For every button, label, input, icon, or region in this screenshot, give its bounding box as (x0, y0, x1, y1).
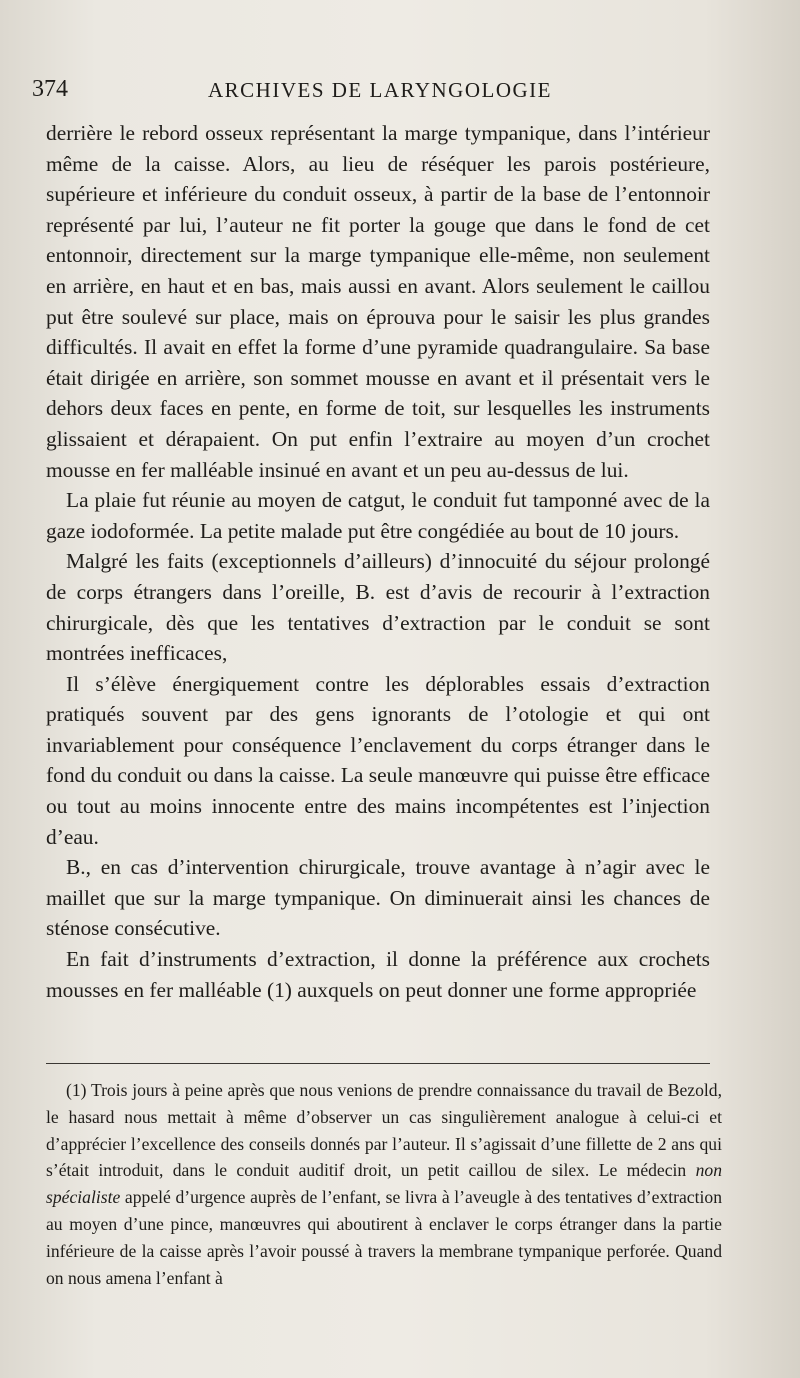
footnote-divider (46, 1063, 710, 1064)
footnote-text-part-2: appelé d’urgence auprès de l’enfant, se livra à l’aveugle à des tentatives d’extraction au moyen d’une pince, manœuvres qui aboutirent à enclaver le corps étranger dans la partie inférieure de la caisse après l’avoir poussé à travers la membrane tympanique perforée. Quand on nous amena l’enfant à (46, 1187, 722, 1288)
page-header (32, 76, 732, 106)
paragraph-3: Malgré les faits (exceptionnels d’ailleurs) d’innocuité du séjour prolongé de corps étrangers dans l’oreille, B. est d’avis de recourir à l’extraction chirurgicale, dès que les tentatives d’extraction par le conduit se sont montrées inefficaces, (46, 549, 710, 666)
paragraph-6: En fait d’instruments d’extraction, il donne la préférence aux crochets mousses en fer malléable (1) auxquels on peut donner une forme appropriée (46, 947, 710, 1002)
footnote (46, 1077, 722, 1291)
page-number: 374 (32, 76, 68, 102)
paragraph-1: derrière le rebord osseux représentant la marge tympanique, dans l’intérieur même de la caisse. Alors, au lieu de réséquer les parois postérieure, supérieure et inférieure du conduit osseux, à partir de la base de l’entonnoir représenté par lui, l’auteur ne fit porter la gouge que dans le fond de cet entonnoir, directement sur la marge tympanique elle-même, non seulement en arrière, en haut et en bas, mais aussi en avant. Alors seulement le caillou put être soulevé sur place, mais on éprouva pour le saisir les plus grandes difficultés. Il avait en effet la forme d’une pyramide quadrangulaire. Sa base était dirigée en arrière, son sommet mousse en avant et il présentait vers le dehors deux faces en pente, en forme de toit, sur lesquelles les instruments glissaient et dérapaient. On put enfin l’extraire au moyen d’un crochet mousse en fer malléable insinué en avant et un peu au-dessus de lui. (46, 121, 710, 482)
footnote-text-part-1: (1) Trois jours à peine après que nous venions de prendre connaissance du travail de Bezold, le hasard nous mettait à même d’observer un cas singulièrement analogue à celui-ci et d’apprécier l’excellence des conseils donnés par l’auteur. Il s’agissait d’une fillette de 2 ans qui s’était introduit, dans le conduit auditif droit, un petit caillou de silex. Le médecin (46, 1080, 722, 1181)
paragraph-4: Il s’élève énergiquement contre les déplorables essais d’extraction pratiqués souvent par des gens ignorants de l’otologie et qui ont invariablement pour conséquence l’enclavement du corps étranger dans le fond du conduit ou dans la caisse. La seule manœuvre qui puisse être efficace ou tout au moins innocente entre des mains incompétentes est l’injection d’eau. (46, 671, 710, 849)
paragraph-5: B., en cas d’intervention chirurgicale, trouve avantage à n’agir avec le maillet que sur la marge tympanique. On diminuerait ainsi les chances de sténose consécutive. (46, 855, 710, 941)
paragraph-2: La plaie fut réunie au moyen de catgut, le conduit fut tamponné avec de la gaze iodoformée. La petite malade put être congédiée au bout de 10 jours. (46, 488, 710, 543)
main-text (46, 118, 710, 1005)
footnote-paragraph (46, 1077, 722, 1291)
footnote-emphasis: non spécialiste (46, 1160, 722, 1208)
running-title: ARCHIVES DE LARYNGOLOGIE (208, 78, 552, 102)
